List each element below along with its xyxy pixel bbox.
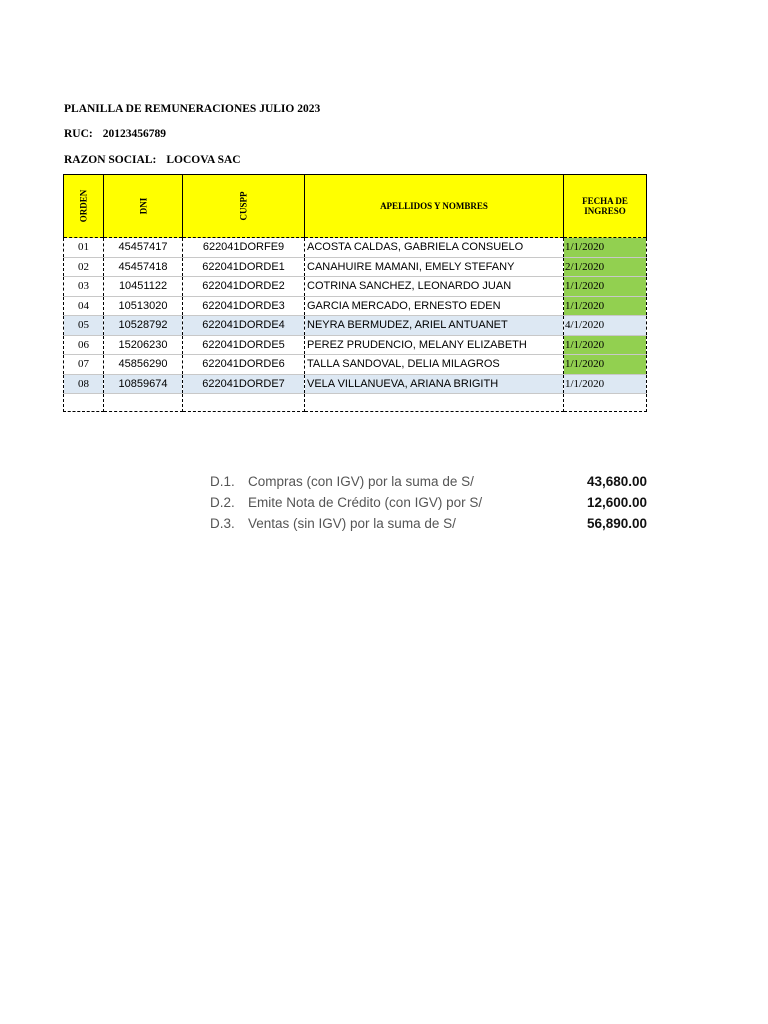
item-text: Emite Nota de Crédito (con IGV) por S/ <box>248 495 483 510</box>
ruc-line <box>64 128 166 140</box>
list-item <box>210 474 650 495</box>
cell-dni: 15206230 <box>104 335 183 355</box>
column-header-nombres: APELLIDOS Y NOMBRES <box>305 175 564 238</box>
table-row <box>64 374 647 394</box>
empty-table-row <box>64 394 647 412</box>
cell-orden: 07 <box>64 355 104 375</box>
cell-orden: 02 <box>64 257 104 277</box>
table-row <box>64 355 647 375</box>
cell-fecha: 1/1/2020 <box>564 277 647 297</box>
empty-cell <box>305 394 564 412</box>
cell-orden: 04 <box>64 296 104 316</box>
list-item <box>210 516 650 537</box>
cell-cuspp: 622041DORDE5 <box>183 335 305 355</box>
payroll-table <box>63 174 647 412</box>
cell-cuspp: 622041DORDE7 <box>183 374 305 394</box>
list-item <box>210 495 650 516</box>
cell-dni: 45856290 <box>104 355 183 375</box>
item-code: D.1. <box>210 474 235 489</box>
razon-social-line <box>64 154 241 166</box>
cell-fecha: 1/1/2020 <box>564 335 647 355</box>
column-header-orden: ORDEN <box>64 175 104 238</box>
cell-cuspp: 622041DORDE6 <box>183 355 305 375</box>
item-text: Ventas (sin IGV) por la suma de S/ <box>248 516 456 531</box>
cell-dni: 10451122 <box>104 277 183 297</box>
empty-cell <box>564 394 647 412</box>
empty-cell <box>64 394 104 412</box>
cell-nombre: COTRINA SANCHEZ, LEONARDO JUAN <box>305 277 564 297</box>
cell-dni: 10513020 <box>104 296 183 316</box>
table-row <box>64 238 647 258</box>
cell-orden: 08 <box>64 374 104 394</box>
table-row <box>64 257 647 277</box>
cell-cuspp: 622041DORDE3 <box>183 296 305 316</box>
razon-social-label: RAZON SOCIAL: <box>64 154 157 166</box>
cell-nombre: PEREZ PRUDENCIO, MELANY ELIZABETH <box>305 335 564 355</box>
cell-orden: 01 <box>64 238 104 258</box>
item-code: D.3. <box>210 516 235 531</box>
cell-fecha: 4/1/2020 <box>564 316 647 336</box>
cell-fecha: 1/1/2020 <box>564 374 647 394</box>
ruc-label: RUC: <box>64 128 93 140</box>
cell-nombre: CANAHUIRE MAMANI, EMELY STEFANY <box>305 257 564 277</box>
cell-fecha: 1/1/2020 <box>564 238 647 258</box>
razon-social-value: LOCOVA SAC <box>166 154 241 166</box>
column-header-fecha: FECHA DE INGRESO <box>564 175 647 238</box>
item-amount: 43,680.00 <box>586 474 647 489</box>
cell-cuspp: 622041DORFE9 <box>183 238 305 258</box>
table-row <box>64 277 647 297</box>
column-header-dni: DNI <box>104 175 183 238</box>
cell-fecha: 1/1/2020 <box>564 355 647 375</box>
empty-cell <box>104 394 183 412</box>
cell-orden: 05 <box>64 316 104 336</box>
cell-fecha: 1/1/2020 <box>564 296 647 316</box>
amounts-list <box>210 474 650 537</box>
table-row <box>64 296 647 316</box>
cell-dni: 45457417 <box>104 238 183 258</box>
cell-orden: 03 <box>64 277 104 297</box>
cell-dni: 10528792 <box>104 316 183 336</box>
cell-nombre: TALLA SANDOVAL, DELIA MILAGROS <box>305 355 564 375</box>
cell-nombre: GARCIA MERCADO, ERNESTO EDEN <box>305 296 564 316</box>
cell-cuspp: 622041DORDE1 <box>183 257 305 277</box>
table-row <box>64 316 647 336</box>
cell-cuspp: 622041DORDE4 <box>183 316 305 336</box>
item-amount: 56,890.00 <box>586 516 647 531</box>
cell-cuspp: 622041DORDE2 <box>183 277 305 297</box>
column-header-cuspp: CUSPP <box>183 175 305 238</box>
cell-nombre: NEYRA BERMUDEZ, ARIEL ANTUANET <box>305 316 564 336</box>
item-code: D.2. <box>210 495 235 510</box>
table-row <box>64 335 647 355</box>
item-amount: 12,600.00 <box>586 495 647 510</box>
document-title: PLANILLA DE REMUNERACIONES JULIO 2023 <box>64 103 321 115</box>
ruc-value: 20123456789 <box>102 128 166 140</box>
item-text: Compras (con IGV) por la suma de S/ <box>248 474 474 489</box>
cell-fecha: 2/1/2020 <box>564 257 647 277</box>
cell-nombre: ACOSTA CALDAS, GABRIELA CONSUELO <box>305 238 564 258</box>
cell-orden: 06 <box>64 335 104 355</box>
table-header-row <box>64 175 647 238</box>
empty-cell <box>183 394 305 412</box>
cell-dni: 10859674 <box>104 374 183 394</box>
cell-dni: 45457418 <box>104 257 183 277</box>
cell-nombre: VELA VILLANUEVA, ARIANA BRIGITH <box>305 374 564 394</box>
